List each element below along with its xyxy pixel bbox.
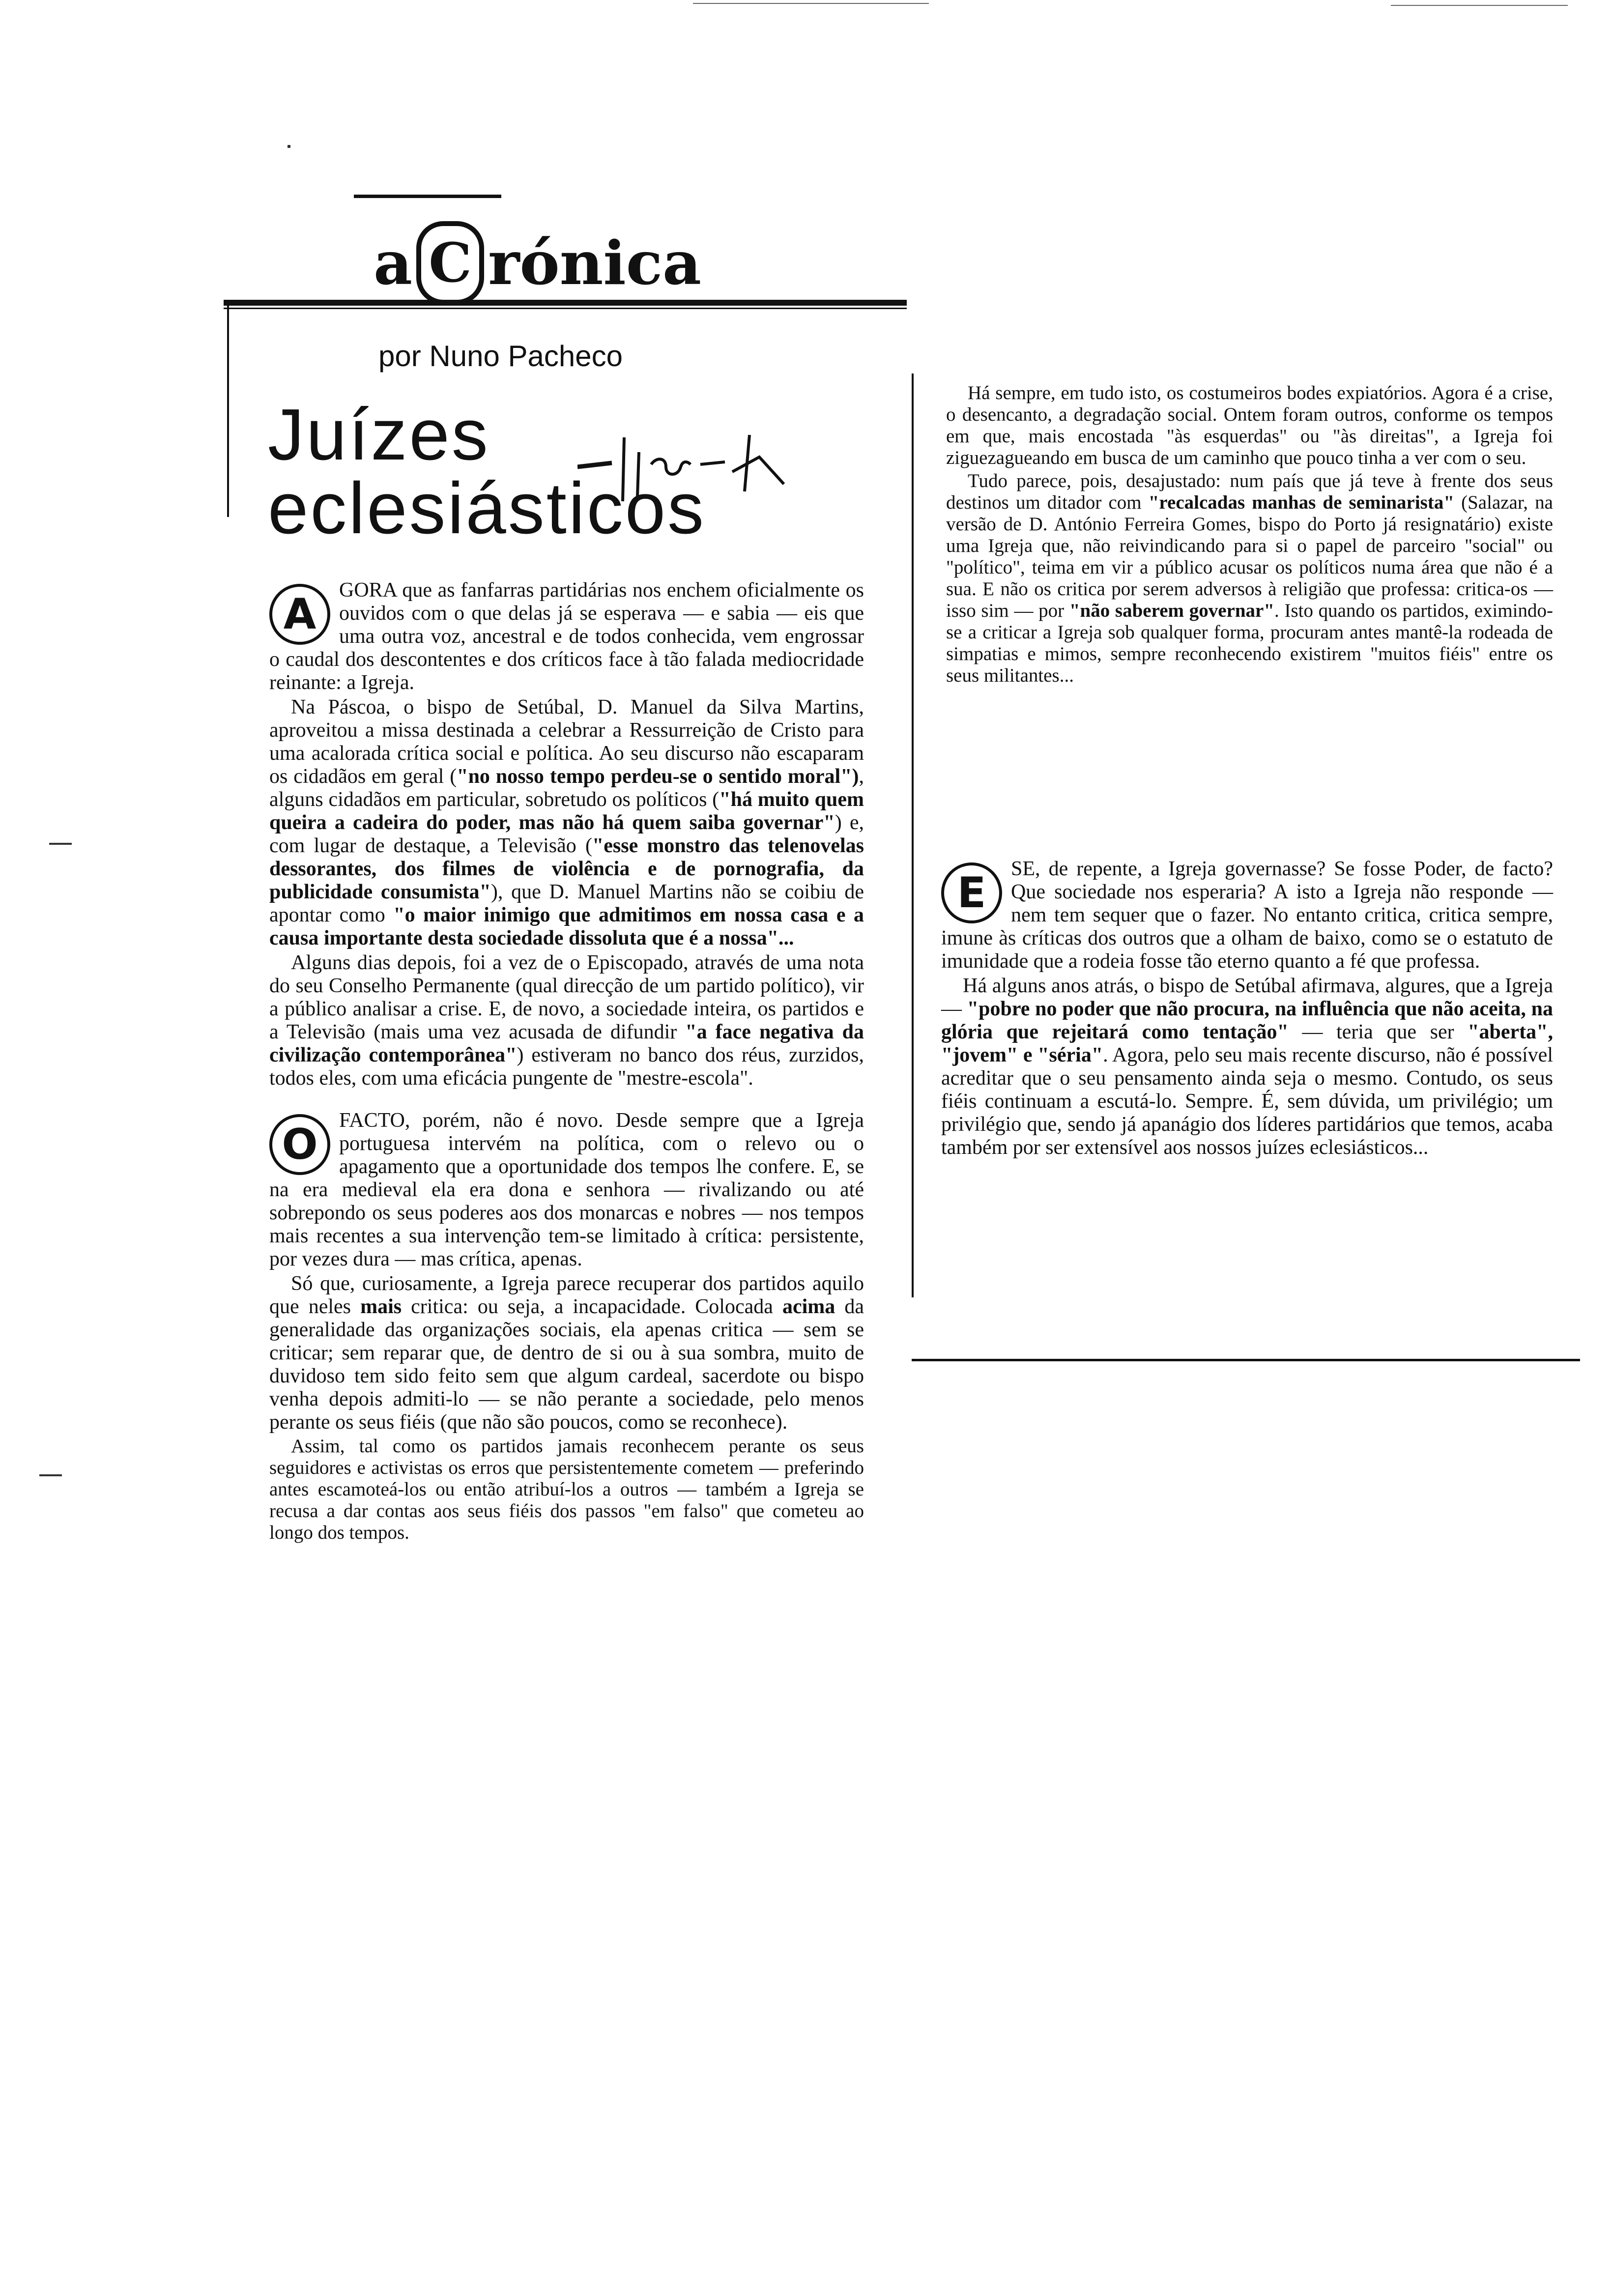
scan-edge-line: [693, 3, 929, 4]
masthead-suffix: rónica: [488, 228, 702, 298]
headline-line-1: Juízes: [268, 394, 490, 475]
paragraph: [269, 1272, 864, 1434]
paragraph-text: ), que D. Manuel Martins não se coibiu de apontar como: [269, 881, 864, 926]
paragraph: [941, 858, 1553, 973]
paragraph: Assim, tal como os partidos jamais reconhecem perante os seus seguidores e activistas os erros que persistentemente cometem — preferindo antes escamoteá-los ou então atribuí-los a outros — também a Igreja se recusa a dar contas aos seus fiéis dos passos "em falso" que cometeu ao longo dos tempos.: [269, 1435, 864, 1543]
scan-mark: [39, 1474, 62, 1476]
paragraph-text: Na Páscoa, o bispo de Setúbal, D. Manuel da Silva Martins, aproveitou a missa destinada a celebrar a Ressurreição de Cristo para uma acalorada crítica social e política. Ao seu discurso não escaparam os cidadãos em geral (: [269, 696, 864, 788]
article-end-rule: [912, 1359, 1580, 1361]
handwritten-note-text: [691, 496, 706, 506]
paragraph-text: (Salazar, na versão de D. António Ferreira Gomes, bispo do Porto já resignatário) existe uma Igreja que, não reivindicando para si o papel de parceiro "social" ou "político", teima em vir a público acusar os políticos numa área que não é a sua. E não os critica por serem adversos à religião que professa: critica-os — isso sim — por: [946, 492, 1553, 621]
left-frame-border: [227, 306, 229, 517]
paragraph: [941, 975, 1553, 1159]
quote-text: "não saberem governar": [1069, 600, 1274, 621]
right-column: [946, 382, 1553, 688]
quote-text: "há muito quem queira a cadeira do poder, mas não há quem saiba governar": [269, 788, 864, 834]
paragraph-text: SE, de repente, a Igreja governasse? Se fosse Poder, de facto? Que sociedade nos esperaria? A isto a Igreja não responde — nem tem sequer que o fazer. No entanto critica, critica sempre, imune às críticas dos outros que a olham de baixo, como se o estatuto de imunidade que a rodeia fosse tão eterno quanto a fé que professa.: [941, 858, 1553, 973]
paragraph-text: ) e, com lugar de destaque, a Televisão (: [269, 811, 864, 857]
scan-mark: [288, 145, 290, 148]
paragraph-text: Só que, curiosamente, a Igreja parece recuperar dos partidos aquilo que neles: [269, 1272, 864, 1318]
paragraph-text: Há alguns anos atrás, o bispo de Setúbal afirmava, algures, que a Igreja —: [941, 975, 1553, 1020]
header-rule-thin: [224, 308, 907, 309]
drop-cap: E: [941, 862, 1002, 923]
paragraph: Há sempre, em tudo isto, os costumeiros bodes expiatórios. Agora é a crise, o desencanto, a degradação social. Ontem foram outros, conforme os tempos em que, mais encostada "às esquerdas" ou "às direitas", a Igreja foi ziguezagueando em busca de um caminho que pouco tinha a ver com o seu.: [946, 382, 1553, 468]
headline-line-2: eclesiásticos: [268, 468, 706, 549]
paragraph: [269, 579, 864, 694]
section-masthead: [374, 224, 796, 302]
header-rule: [224, 300, 907, 306]
quote-text: "esse monstro das telenovelas dessorantes, dos filmes de violência e de pornografia, da publicidade consumista": [269, 834, 864, 903]
paragraph-text: GORA que as fanfarras partidárias nos enchem oficialmente os ouvidos com o que delas já se esperava — e sabia — eis que uma outra voz, ancestral e de todos conhecida, vem engrossar o caudal dos descontentes e dos críticos face à tão falada mediocridade reinante: a Igreja.: [269, 579, 864, 694]
quote-text: "no nosso tempo perdeu-se o sentido moral"): [457, 765, 859, 788]
masthead-c-logo: C: [416, 221, 484, 305]
scan-edge-line: [1391, 5, 1568, 6]
masthead-prefix: a: [374, 228, 413, 298]
quote-text: "a face negativa da civilização contemporânea": [269, 1021, 864, 1066]
right-column-lower: [941, 858, 1553, 1161]
paragraph-text: critica: ou seja, a incapacidade. Colocada: [402, 1295, 782, 1318]
emphasis-text: acima: [782, 1295, 835, 1318]
quote-text: "recalcadas manhas de seminarista": [1148, 492, 1454, 513]
column-divider: [912, 373, 914, 1297]
byline: por Nuno Pacheco: [378, 340, 623, 373]
scan-mark: [49, 843, 72, 845]
quote-text: "aberta", "jovem" e "séria": [941, 1021, 1553, 1066]
left-column: [269, 579, 864, 1545]
paragraph-text: . Agora, pelo seu mais recente discurso, não é possível acreditar que o seu pensamento ainda seja o mesmo. Contudo, os seus fiéis continuam a escutá-lo. Sempre. É, sem dúvida, um privilégio; um privilégio que, sendo já apanágio dos líderes partidários que temos, acaba também por ser extensível aos nossos juízes eclesiásticos...: [941, 1044, 1553, 1159]
paragraph: [946, 470, 1553, 687]
paragraph: [269, 951, 864, 1090]
paragraph: [269, 696, 864, 950]
paragraph-text: ) estiveram no banco dos réus, zurzidos, todos eles, com uma eficácia pungente de "mestre-escola".: [269, 1044, 864, 1090]
paragraph-text: — teria que ser: [1288, 1021, 1468, 1043]
header-top-rule: [354, 195, 501, 198]
paragraph-text: , alguns cidadãos em particular, sobretudo os políticos (: [269, 765, 864, 811]
paragraph-text: Alguns dias depois, foi a vez de o Episcopado, através de uma nota do seu Conselho Permanente (qual direcção de um partido político), vir a público analisar a crise. E, de novo, a sociedade inteira, os partidos e a Televisão (mais uma vez acusada de difundir: [269, 951, 864, 1043]
emphasis-text: mais: [360, 1295, 402, 1318]
paragraph-text: FACTO, porém, não é novo. Desde sempre que a Igreja portuguesa intervém na política, com o relevo ou o apagamento que a oportunidade dos tempos lhe confere. E, se na era medieval ela era dona e senhora — rivalizando ou até sobrepondo os seus poderes aos dos monarcas e nobres — nos tempos mais recentes a sua intervenção tem-se limitado à crítica: persistente, por vezes dura — mas crítica, apenas.: [269, 1109, 864, 1270]
quote-text: "pobre no poder que não procura, na influência que não aceita, na glória que rejeitará como tentação": [941, 998, 1554, 1043]
paragraph-text: . Isto quando os partidos, eximindo-se a criticar a Igreja sob qualquer forma, procuram antes mantê-la rodeada de simpatias e mimos, sempre reconhecendo existirem "muitos fiéis" entre os seus militantes...: [946, 600, 1553, 686]
drop-cap: A: [269, 584, 330, 645]
drop-cap: O: [269, 1114, 330, 1175]
quote-text: "o maior inimigo que admitimos em nossa casa e a causa importante desta sociedade dissoluta que é a nossa"...: [269, 904, 864, 949]
paragraph: [269, 1109, 864, 1271]
paragraph-text: da generalidade das organizações sociais, ela apenas critica — sem se criticar; sem reparar que, de dentro de si ou à sua sombra, muito de duvidoso tem sido feito sem que algum cardeal, sacerdote ou bispo venha depois admiti-lo — se não perante a sociedade, pelo menos perante os seus fiéis (que não são poucos, como se reconhece).: [269, 1295, 864, 1434]
handwritten-annotation: [577, 418, 804, 506]
paragraph-text: Tudo parece, pois, desajustado: num país que já teve à frente dos seus destinos um ditador com: [946, 470, 1553, 513]
